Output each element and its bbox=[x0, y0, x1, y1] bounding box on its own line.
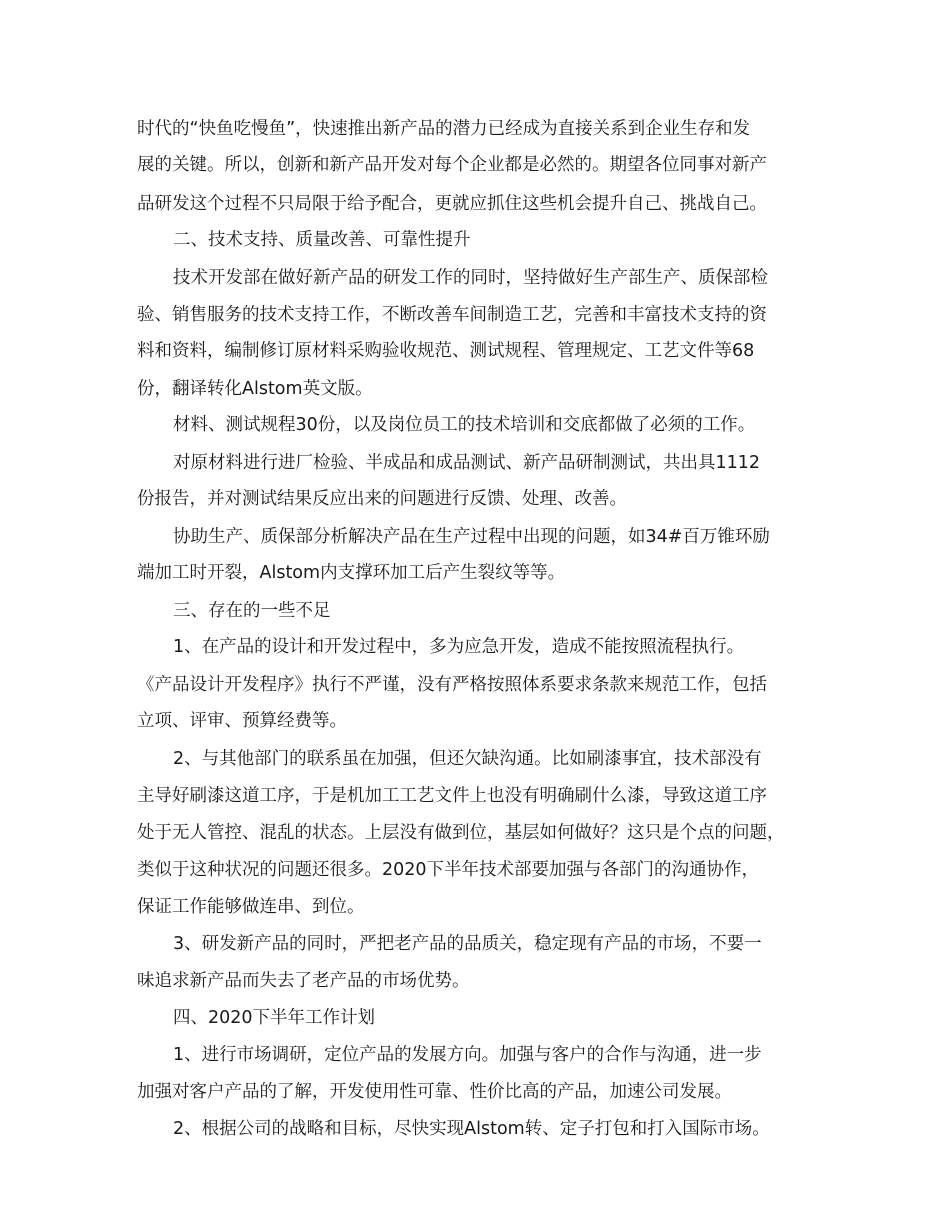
section-heading: 三、存在的一些不足 bbox=[173, 601, 331, 621]
text-line: 加强对客户产品的了解，开发使用性可靠、性价比高的产品，加速公司发展。 bbox=[137, 1082, 732, 1102]
text-line: 处于无人管控、混乱的状态。上层没有做到位，基层如何做好？这只是个点的问题， bbox=[137, 823, 785, 843]
text-line: 份，翻译转化Alstom英文版。 bbox=[137, 379, 373, 399]
text-line: 保证工作能够做连串、到位。 bbox=[137, 897, 365, 917]
text-line: 料和资料，编制修订原材料采购验收规范、测试规程、管理规定、工艺文件等68 bbox=[137, 341, 755, 361]
text-line: 味追求新产品而失去了老产品的市场优势。 bbox=[137, 971, 470, 991]
text-line: 端加工时开裂，Alstom内支撑环加工后产生裂纹等等。 bbox=[137, 563, 566, 583]
section-heading: 四、2020下半年工作计划 bbox=[173, 1008, 376, 1028]
text-line: 材料、测试规程30份，以及岗位员工的技术培训和交底都做了必须的工作。 bbox=[173, 415, 756, 435]
text-line: 3、研发新产品的同时，严把老产品的品质关，稳定现有产品的市场，不要一 bbox=[173, 934, 762, 954]
section-heading: 二、技术支持、质量改善、可靠性提升 bbox=[173, 230, 471, 250]
text-line: 《产品设计开发程序》执行不严谨，没有严格按照体系要求条款来规范工作，包括 bbox=[137, 675, 767, 695]
text-line: 验、销售服务的技术支持工作，不断改善车间制造工艺，完善和丰富技术支持的资 bbox=[137, 305, 767, 325]
text-line: 2、与其他部门的联系虽在加强，但还欠缺沟通。比如刷漆事宜，技术部没有 bbox=[173, 749, 762, 769]
text-line: 技术开发部在做好新产品的研发工作的同时，坚持做好生产部生产、质保部检 bbox=[173, 268, 768, 288]
text-line: 协助生产、质保部分析解决产品在生产过程中出现的问题，如34#百万锥环励 bbox=[173, 527, 770, 547]
text-line: 对原材料进行进厂检验、半成品和成品测试、新产品研制测试，共出具1112 bbox=[173, 453, 761, 473]
text-line: 1、在产品的设计和开发过程中，多为应急开发，造成不能按照流程执行。 bbox=[173, 637, 745, 657]
text-line: 1、进行市场调研，定位产品的发展方向。加强与客户的合作与沟通，进一步 bbox=[173, 1045, 762, 1065]
text-line: 时代的“快鱼吃慢鱼”，快速推出新产品的潜力已经成为直接关系到企业生存和发 bbox=[137, 119, 751, 139]
text-line: 展的关键。所以，创新和新产品开发对每个企业都是必然的。期望各位同事对新产 bbox=[137, 155, 767, 175]
text-line: 2、根据公司的战略和目标，尽快实现Alstom转、定子打包和打入国际市场。 bbox=[173, 1119, 770, 1139]
text-line: 品研发这个过程不只局限于给予配合，更就应抓住这些机会提升自己、挑战自己。 bbox=[137, 194, 767, 214]
text-line: 份报告，并对测试结果反应出来的问题进行反馈、处理、改善。 bbox=[137, 489, 627, 509]
text-line: 立项、评审、预算经费等。 bbox=[137, 711, 347, 731]
text-line: 主导好刷漆这道工序，于是机加工工艺文件上也没有明确刷什么漆，导致这道工序 bbox=[137, 786, 767, 806]
text-line: 类似于这种状况的问题还很多。2020下半年技术部要加强与各部门的沟通协作， bbox=[137, 860, 760, 880]
